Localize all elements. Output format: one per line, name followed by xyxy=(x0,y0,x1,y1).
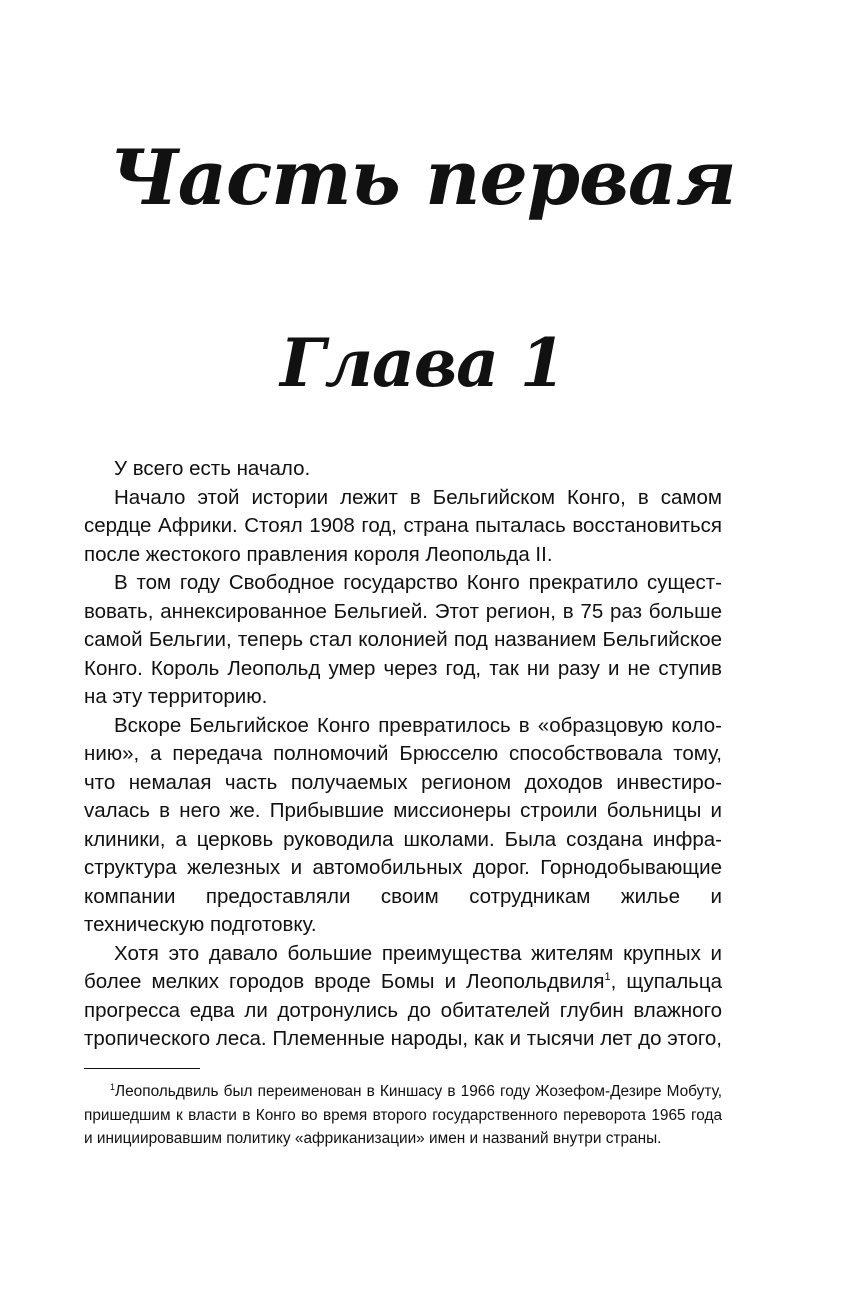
paragraph: Вскоре Бельгийское Конго превратилось в «образцовую колонию», а передача полномочий Брюсселю способствовала тому, что немалая часть получаемых регионом доходов инвестироvалась в него же. Прибывшие миссионеры строили больницы и клиники, а церковь руководила школами. Была создана инфраструктура железных и автомобильных дорог. Горнодобывающие компании предоставляли своим сотрудникам жилье и техническую подготовку. xyxy=(84,713,722,936)
paragraph: У всего есть начало. xyxy=(114,457,311,480)
paragraph-text-after-ref: , щупальца прогресса едва ли дотронулись до обитателей глубин влажного тропического леса. Племенные народы, как и тысячи лет до этого, xyxy=(84,970,722,1050)
paragraph-text-before-ref: Хотя это давало большие преимущества жителям крупных и более мелких городов вроде Бомы и Леопольдвиля xyxy=(84,941,722,993)
footnote-marker: 1 xyxy=(110,1081,116,1092)
chapter-title: Глава 1 xyxy=(280,324,565,402)
footnote-text: Леопольдвиль был переименован в Киншасу в 1966 году Жозефом-Дезире Мобуту, пришедшим к власти в Конго во время второго государственного переворота 1965 года и инициировавшим политику «африканизации» имен и названий внутри страны. xyxy=(84,1083,722,1147)
paragraph: Начало этой истории лежит в Бельгийском Конго, в самом сердце Африки. Стоял 1908 год, страна пыталась восстановиться после жестокого правления короля Леопольда II. xyxy=(84,485,722,566)
paragraph xyxy=(84,940,722,1054)
footnote-divider xyxy=(84,1068,200,1069)
footnote-reference: 1 xyxy=(604,971,611,984)
paragraph: В том году Свободное государство Конго прекратило существовать, аннексированное Бельгией. Этот регион, в 75 раз больше самой Бельгии, теперь стал колонией под названием Бельгийское Конго. Король Леопольд умер через год, так ни разу и не ступив на эту территорию. xyxy=(84,571,722,708)
part-title: Часть первая xyxy=(109,133,736,222)
body-text xyxy=(84,455,722,1054)
footnote xyxy=(84,1080,722,1151)
